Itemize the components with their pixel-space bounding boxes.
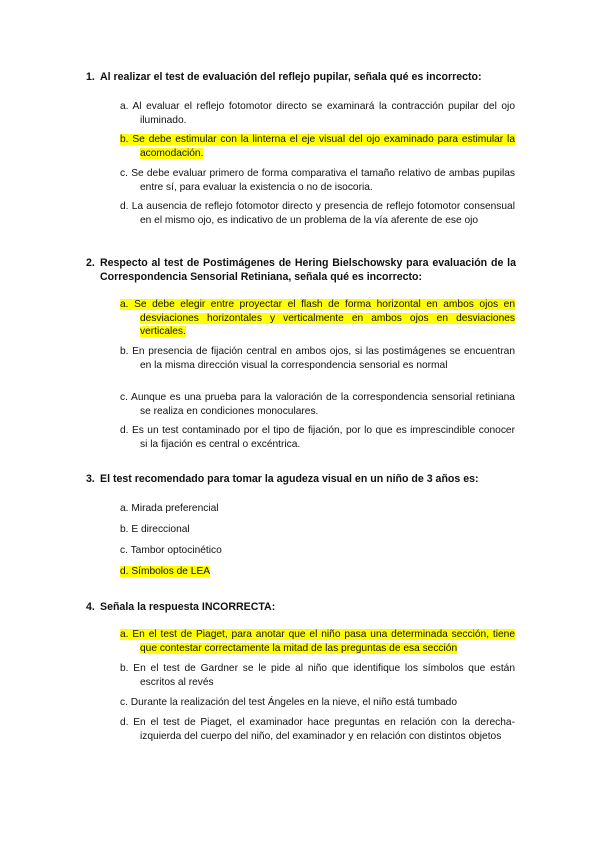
- option-2b: [120, 345, 515, 372]
- option-letter: a.: [120, 299, 129, 310]
- option-2d: [120, 424, 515, 451]
- option-2a: [120, 298, 515, 339]
- option-4d: [120, 716, 515, 743]
- question-1: [86, 70, 516, 84]
- option-letter: d.: [120, 425, 129, 436]
- question-text: Respecto al test de Postimágenes de Hering Bielschowsky para evaluación de la Correspondencia Sensorial Retiniana, señala qué es incorrecto:: [100, 257, 516, 283]
- option-letter: c.: [120, 392, 128, 403]
- option-text: Aunque es una prueba para la valoración de la correspondencia sensorial retiniana se realiza en condiciones monoculares.: [131, 392, 515, 417]
- question-text: Al realizar el test de evaluación del reflejo pupilar, señala qué es incorrecto:: [100, 71, 482, 83]
- option-4c: [120, 696, 515, 710]
- option-1a: [120, 100, 515, 127]
- question-number: 2.: [86, 257, 95, 269]
- option-letter: a.: [120, 629, 129, 640]
- question-text: Señala la respuesta INCORRECTA:: [100, 601, 276, 613]
- option-text: Mirada preferencial: [131, 503, 219, 514]
- option-letter: a.: [120, 503, 129, 514]
- option-text: Es un test contaminado por el tipo de fijación, por lo que es imprescindible conocer si la fijación es central o excéntrica.: [131, 425, 515, 450]
- question-number: 4.: [86, 601, 95, 613]
- option-letter: b.: [120, 663, 129, 674]
- option-text: Se debe estimular con la linterna el eje visual del ojo examinado para estimular la acomodación.: [132, 134, 515, 159]
- option-4a: [120, 628, 515, 655]
- option-text: Durante la realización del test Ángeles en la nieve, el niño está tumbado: [130, 697, 457, 708]
- option-letter: d.: [120, 201, 129, 212]
- option-3d: [120, 565, 515, 579]
- option-letter: a.: [120, 101, 129, 112]
- option-1c: [120, 167, 515, 194]
- option-letter: d.: [120, 717, 129, 728]
- option-text: Se debe elegir entre proyectar el flash de forma horizontal en ambos ojos en desviaciones horizontales y verticalmente en ambos ojos en desviaciones verticales.: [134, 299, 515, 338]
- option-text: En el test de Gardner se le pide al niño que identifique los símbolos que están escritos al revés: [133, 663, 515, 688]
- option-4b: [120, 662, 515, 689]
- option-text: En el test de Piaget, el examinador hace preguntas en relación con la derecha-izquierda del cuerpo del niño, del examinador y en relación con distintos objetos: [133, 717, 515, 742]
- option-2c: [120, 391, 515, 418]
- option-letter: b.: [120, 346, 129, 357]
- option-3c: [120, 544, 515, 558]
- option-1d: [120, 200, 515, 227]
- question-number: 3.: [86, 473, 95, 485]
- option-1b: [120, 133, 515, 160]
- option-3a: [120, 502, 515, 516]
- question-number: 1.: [86, 71, 95, 83]
- option-text: Símbolos de LEA: [131, 566, 211, 577]
- option-letter: b.: [120, 524, 129, 535]
- option-letter: d.: [120, 566, 129, 577]
- option-text: En el test de Piaget, para anotar que el niño pasa una determinada sección, tiene que contestar correctamente la mitad de las preguntas de esa sección: [132, 629, 515, 654]
- option-letter: b.: [120, 134, 129, 145]
- option-text: Al evaluar el reflejo fotomotor directo se examinará la contracción pupilar del ojo iluminado.: [132, 101, 515, 126]
- question-text: El test recomendado para tomar la agudeza visual en un niño de 3 años es:: [100, 473, 479, 485]
- option-letter: c.: [120, 545, 128, 556]
- question-3: [86, 472, 516, 486]
- option-text: En presencia de fijación central en ambos ojos, si las postimágenes se encuentran en la misma dirección visual la correspondencia sensorial es normal: [132, 346, 515, 371]
- option-text: La ausencia de reflejo fotomotor directo y presencia de reflejo fotomotor consensual en el mismo ojo, es indicativo de un problema de la vía aferente de ese ojo: [131, 201, 515, 226]
- option-text: Tambor optocinético: [130, 545, 222, 556]
- option-text: E direccional: [131, 524, 190, 535]
- option-3b: [120, 523, 515, 537]
- option-text: Se debe evaluar primero de forma comparativa el tamaño relativo de ambas pupilas entre sí, para evaluar la existencia o no de isocoria.: [131, 168, 515, 193]
- option-letter: c.: [120, 168, 128, 179]
- option-letter: c.: [120, 697, 128, 708]
- question-4: [86, 600, 516, 614]
- question-2: [86, 256, 516, 284]
